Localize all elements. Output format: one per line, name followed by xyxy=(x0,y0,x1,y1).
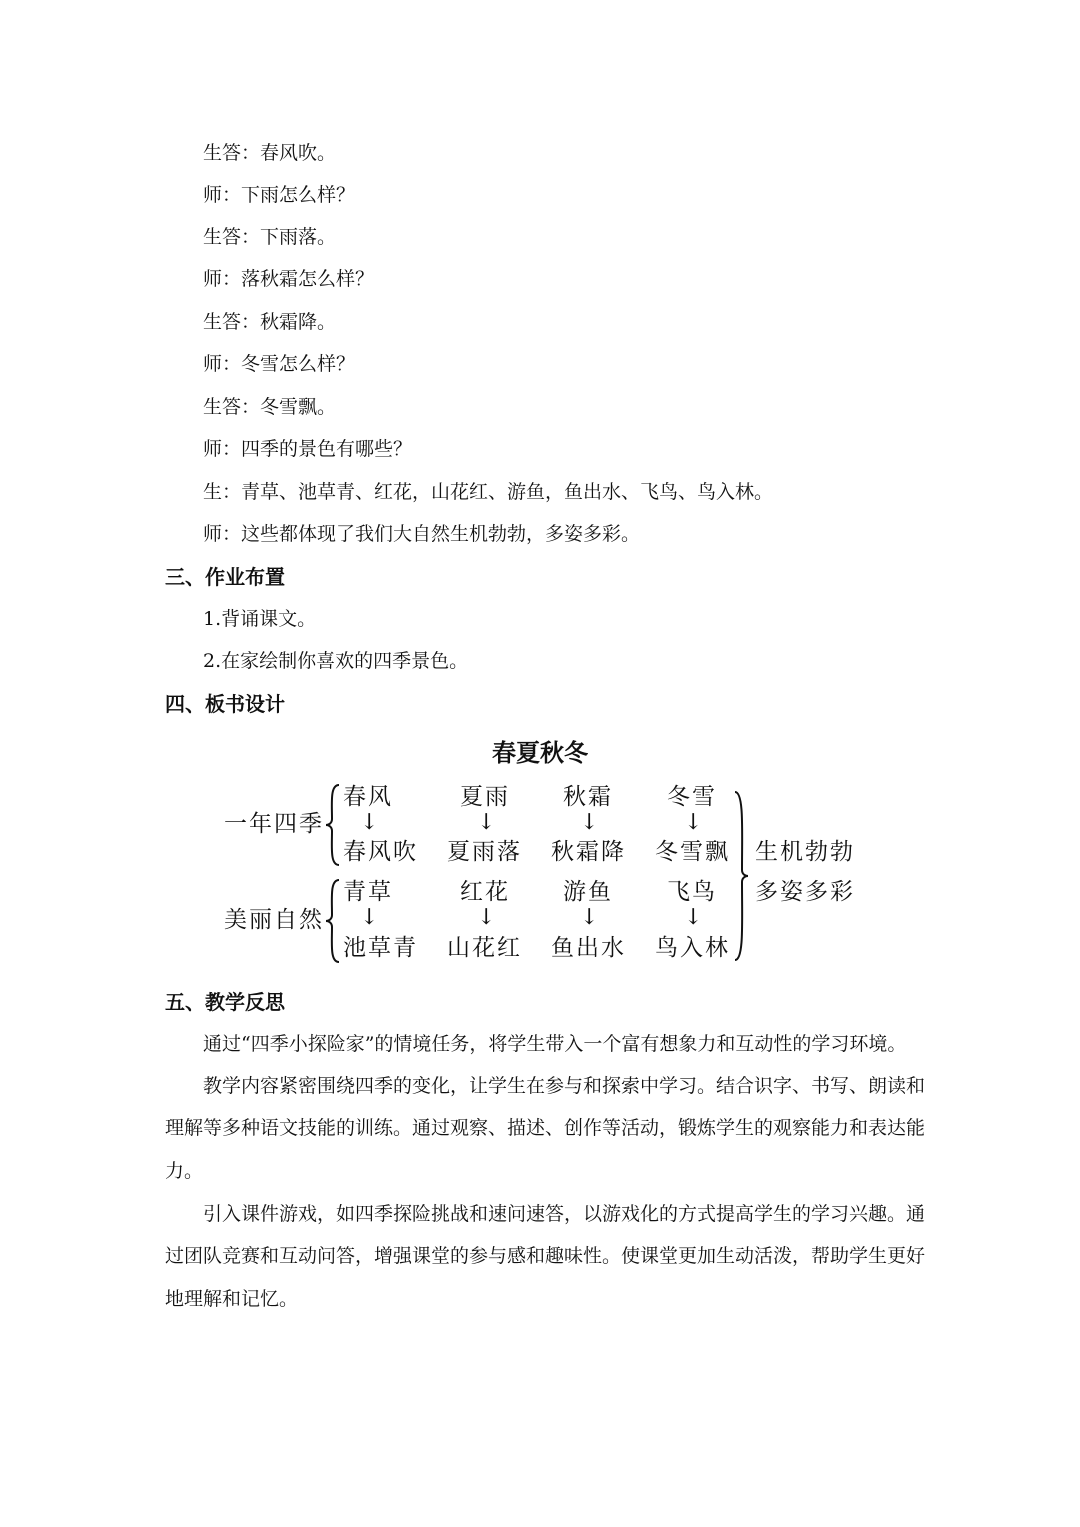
dialogue-line: 师：冬雪怎么样？ xyxy=(203,353,356,375)
board-word: 秋霜降 xyxy=(551,839,626,865)
reflection-paragraph: 通过“四季小探险家”的情境任务，将学生带入一个富有想象力和互动性的学习环境。 xyxy=(203,1033,907,1055)
down-arrow-icon: ↓ xyxy=(580,810,599,835)
dialogue-line: 师：这些都体现了我们大自然生机勃勃，多姿多彩。 xyxy=(203,523,641,545)
board-group1-label: 一年四季 xyxy=(224,811,324,837)
board-summary: 生机勃勃 xyxy=(755,839,855,865)
reflection-paragraph: 过团队竞赛和互动问答，增强课堂的参与感和趣味性。使课堂更加生动活泼，帮助学生更好 xyxy=(165,1245,926,1267)
board-word: 秋霜 xyxy=(563,784,613,810)
dialogue-line: 生答：冬雪飘。 xyxy=(203,396,337,418)
reflection-paragraph: 教学内容紧密围绕四季的变化，让学生在参与和探索中学习。结合识字、书写、朗读和 xyxy=(203,1075,926,1097)
reflection-paragraph: 引入课件游戏，如四季探险挑战和速问速答，以游戏化的方式提高学生的学习兴趣。通 xyxy=(203,1203,926,1225)
board-word: 夏雨落 xyxy=(447,839,522,865)
dialogue-line: 生答：春风吹。 xyxy=(203,142,337,164)
section-heading-board: 四、板书设计 xyxy=(165,692,285,716)
down-arrow-icon: ↓ xyxy=(477,905,496,930)
down-arrow-icon: ↓ xyxy=(684,810,703,835)
reflection-paragraph: 理解等多种语文技能的训练。通过观察、描述、创作等活动，锻炼学生的观察能力和表达能 xyxy=(165,1117,926,1139)
board-word: 鸟入林 xyxy=(655,935,730,961)
section-heading-homework: 三、作业布置 xyxy=(165,565,285,589)
board-summary: 多姿多彩 xyxy=(755,879,855,905)
right-brace xyxy=(733,790,749,962)
board-word: 飞鸟 xyxy=(667,879,717,905)
dialogue-line: 生答：下雨落。 xyxy=(203,226,337,248)
dialogue-line: 师：落秋霜怎么样？ xyxy=(203,268,375,290)
homework-item: 1.背诵课文。 xyxy=(203,608,317,630)
down-arrow-icon: ↓ xyxy=(684,905,703,930)
board-word: 冬雪 xyxy=(667,784,717,810)
down-arrow-icon: ↓ xyxy=(360,810,379,835)
homework-item: 2.在家绘制你喜欢的四季景色。 xyxy=(203,650,469,672)
section-heading-reflection: 五、教学反思 xyxy=(165,990,285,1014)
board-word: 夏雨 xyxy=(460,784,510,810)
board-word: 游鱼 xyxy=(563,879,613,905)
down-arrow-icon: ↓ xyxy=(477,810,496,835)
board-word: 春风 xyxy=(343,784,393,810)
dialogue-line: 生：青草、池草青、红花，山花红、游鱼，鱼出水、飞鸟、鸟入林。 xyxy=(203,481,774,503)
down-arrow-icon: ↓ xyxy=(360,905,379,930)
board-word: 池草青 xyxy=(343,935,418,961)
board-word: 红花 xyxy=(460,879,510,905)
board-word: 山花红 xyxy=(447,935,522,961)
left-brace-1 xyxy=(325,783,341,867)
dialogue-line: 师：下雨怎么样？ xyxy=(203,184,356,206)
board-group2-label: 美丽自然 xyxy=(224,907,324,933)
reflection-paragraph: 地理解和记忆。 xyxy=(165,1288,299,1310)
down-arrow-icon: ↓ xyxy=(580,905,599,930)
dialogue-line: 师：四季的景色有哪些？ xyxy=(203,438,413,460)
board-title: 春夏秋冬 xyxy=(492,739,588,767)
reflection-paragraph: 力。 xyxy=(165,1160,204,1182)
board-word: 冬雪飘 xyxy=(655,839,730,865)
dialogue-line: 生答：秋霜降。 xyxy=(203,311,337,333)
left-brace-2 xyxy=(325,878,341,964)
board-word: 鱼出水 xyxy=(551,935,626,961)
board-word: 春风吹 xyxy=(343,839,418,865)
board-word: 青草 xyxy=(343,879,393,905)
